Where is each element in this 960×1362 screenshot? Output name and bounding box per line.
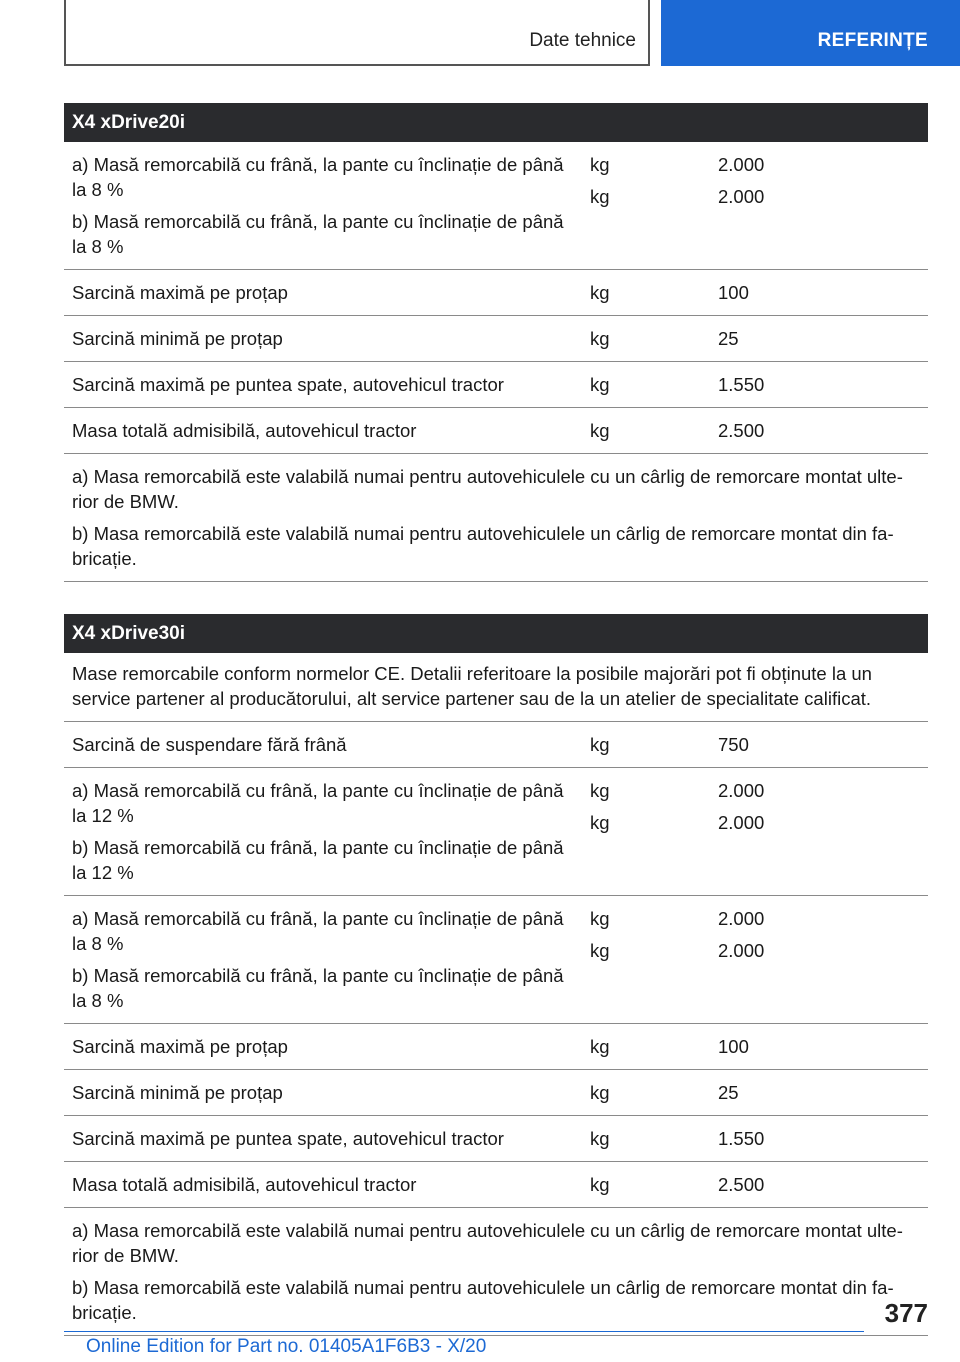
spec-section	[64, 614, 928, 1336]
row-value: 1.550	[718, 374, 765, 395]
row-value-cell	[718, 778, 920, 885]
row-label-cell	[72, 152, 590, 259]
row-value: 2.000	[718, 940, 765, 961]
row-unit-cell	[590, 152, 718, 259]
row-value: 2.000	[718, 186, 765, 207]
row-label: Sarcină de suspendare fără frână	[72, 734, 347, 755]
footer-divider	[64, 1331, 864, 1332]
row-label-cell	[72, 1034, 590, 1059]
table-row	[64, 1024, 928, 1070]
row-value-cell	[718, 1172, 920, 1197]
row-label: Sarcină maximă pe puntea spate, autovehicul tractor	[72, 1128, 504, 1149]
row-label: a) Masă remorcabilă cu frână, la pante cu înclinație de până la 8 %	[72, 154, 564, 200]
row-label: b) Masă remorcabilă cu frână, la pante cu înclinație de până la 8 %	[72, 965, 564, 1011]
row-unit-cell	[590, 1034, 718, 1059]
footnote: a) Masa remorcabilă este valabilă numai pentru autovehiculele cu un cârlig de remorcare montat ulterior de BMW.	[72, 466, 903, 512]
row-label-cell	[72, 778, 590, 885]
row-value-cell	[718, 418, 920, 443]
row-unit-cell	[590, 326, 718, 351]
row-value-cell	[718, 906, 920, 1013]
row-value-cell	[718, 1126, 920, 1151]
row-unit: kg	[590, 328, 610, 349]
row-label: Sarcină maximă pe puntea spate, autovehicul tractor	[72, 374, 504, 395]
row-label: b) Masă remorcabilă cu frână, la pante cu înclinație de până la 8 %	[72, 211, 564, 257]
row-unit: kg	[590, 812, 610, 833]
row-unit: kg	[590, 282, 610, 303]
row-value: 100	[718, 1036, 749, 1057]
header-chapter-tab	[661, 0, 960, 66]
row-unit-cell	[590, 372, 718, 397]
page-number: 377	[884, 1298, 928, 1328]
table-row	[64, 768, 928, 896]
row-unit: kg	[590, 374, 610, 395]
row-value-cell	[718, 326, 920, 351]
table-row	[64, 722, 928, 768]
row-unit-cell	[590, 1172, 718, 1197]
row-value: 25	[718, 328, 739, 349]
row-label-cell	[72, 732, 590, 757]
row-label: a) Masă remorcabilă cu frână, la pante cu înclinație de până la 12 %	[72, 780, 564, 826]
row-unit-cell	[590, 1126, 718, 1151]
row-unit: kg	[590, 1036, 610, 1057]
row-label: Sarcină minimă pe proțap	[72, 1082, 283, 1103]
row-unit: kg	[590, 420, 610, 441]
table-row	[64, 362, 928, 408]
row-value-cell	[718, 1080, 920, 1105]
row-value-cell	[718, 372, 920, 397]
row-label: a) Masă remorcabilă cu frână, la pante cu înclinație de până la 8 %	[72, 908, 564, 954]
footer-edition: Online Edition for Part no. 01405A1F6B3 - X/20	[86, 1336, 487, 1357]
row-unit: kg	[590, 940, 610, 961]
row-label: Sarcină maximă pe proțap	[72, 282, 288, 303]
row-value: 2.500	[718, 1174, 765, 1195]
row-label-cell	[72, 326, 590, 351]
table-row	[64, 1162, 928, 1208]
row-label-cell	[72, 1172, 590, 1197]
row-label-cell	[72, 280, 590, 305]
row-unit-cell	[590, 280, 718, 305]
header-section-label: Date tehnice	[529, 30, 636, 51]
row-unit: kg	[590, 734, 610, 755]
row-label: Sarcină minimă pe proțap	[72, 328, 283, 349]
row-unit-cell	[590, 418, 718, 443]
row-label-cell	[72, 372, 590, 397]
row-value: 750	[718, 734, 749, 755]
table-row	[64, 1116, 928, 1162]
table-row	[64, 316, 928, 362]
row-label-cell	[72, 1126, 590, 1151]
spec-section	[64, 103, 928, 582]
row-value: 2.000	[718, 154, 765, 175]
section-intro: Mase remorcabile conform normelor CE. Detalii referitoare la posibile majorări pot fi obținute la un service partener al producătorului, alt service partener sau de la un atelier de specialitate calificat.	[64, 653, 928, 722]
row-value: 100	[718, 282, 749, 303]
row-label: b) Masă remorcabilă cu frână, la pante cu înclinație de până la 12 %	[72, 837, 564, 883]
row-unit: kg	[590, 780, 610, 801]
row-value: 1.550	[718, 1128, 765, 1149]
header-section-tab	[64, 0, 650, 66]
row-label: Masa totală admisibilă, autovehicul tractor	[72, 420, 417, 441]
row-value: 2.000	[718, 908, 765, 929]
row-value: 2.000	[718, 780, 765, 801]
row-unit-cell	[590, 906, 718, 1013]
row-unit: kg	[590, 1128, 610, 1149]
row-value: 2.500	[718, 420, 765, 441]
row-unit: kg	[590, 908, 610, 929]
row-unit-cell	[590, 1080, 718, 1105]
row-value-cell	[718, 280, 920, 305]
section-notes	[64, 1208, 928, 1336]
row-label: Sarcină maximă pe proțap	[72, 1036, 288, 1057]
row-unit-cell	[590, 732, 718, 757]
row-unit: kg	[590, 1082, 610, 1103]
row-label-cell	[72, 418, 590, 443]
row-value: 25	[718, 1082, 739, 1103]
row-unit: kg	[590, 186, 610, 207]
row-label: Masa totală admisibilă, autovehicul tractor	[72, 1174, 417, 1195]
section-title: X4 xDrive20i	[64, 103, 928, 142]
row-unit-cell	[590, 778, 718, 885]
table-row	[64, 142, 928, 270]
header-chapter-label: REFERINȚE	[817, 30, 928, 51]
footnote: b) Masa remorcabilă este valabilă numai pentru autovehiculele un cârlig de remorcare montat din fabricație.	[72, 523, 894, 569]
section-title: X4 xDrive30i	[64, 614, 928, 653]
table-row	[64, 270, 928, 316]
footnote: a) Masa remorcabilă este valabilă numai pentru autovehiculele cu un cârlig de remorcare montat ulterior de BMW.	[72, 1220, 903, 1266]
footnote: b) Masa remorcabilă este valabilă numai pentru autovehiculele un cârlig de remorcare montat din fabricație.	[72, 1277, 894, 1323]
table-row	[64, 408, 928, 454]
row-unit: kg	[590, 1174, 610, 1195]
row-value-cell	[718, 732, 920, 757]
row-value: 2.000	[718, 812, 765, 833]
row-label-cell	[72, 1080, 590, 1105]
row-label-cell	[72, 906, 590, 1013]
section-notes	[64, 454, 928, 582]
row-value-cell	[718, 1034, 920, 1059]
row-unit: kg	[590, 154, 610, 175]
row-value-cell	[718, 152, 920, 259]
table-row	[64, 896, 928, 1024]
table-row	[64, 1070, 928, 1116]
page-content	[64, 103, 928, 1362]
